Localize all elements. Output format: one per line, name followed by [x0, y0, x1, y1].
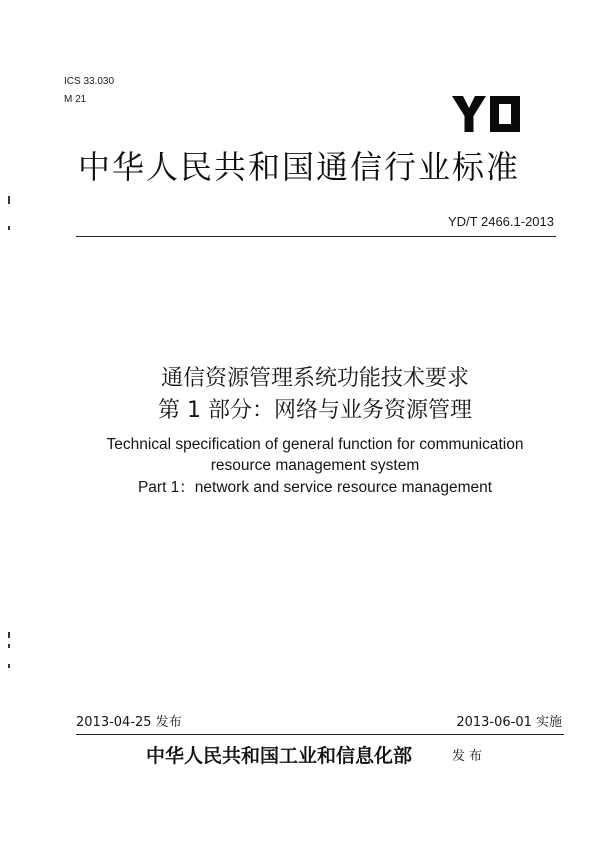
title-en-line2: resource management system [210, 457, 420, 474]
title-en-line3: Part 1：network and service resource management [137, 479, 493, 496]
title-zh-line2: 第 1 部分：网络与业务资源管理 [158, 398, 472, 423]
ccs-code: M 21 [64, 94, 87, 105]
bottom-divider [76, 734, 564, 735]
top-divider [76, 236, 556, 237]
scan-mark [8, 644, 10, 648]
standard-category: 中华人民共和国通信行业标准 [78, 148, 521, 186]
title-zh-line1: 通信资源管理系统功能技术要求 [160, 366, 469, 391]
scan-mark [8, 196, 10, 204]
ics-code: ICS 33.030 [64, 76, 115, 87]
issue-date: 2013-04-25 发布 [76, 715, 182, 730]
scan-mark [8, 226, 10, 230]
scan-mark [8, 664, 10, 668]
standard-number: YD/T 2466.1-2013 [448, 214, 554, 229]
issuer-name: 中华人民共和国工业和信息化部 [146, 745, 413, 767]
issuer-action: 发布 [452, 749, 487, 764]
scan-mark [8, 632, 10, 638]
yd-logo [452, 96, 520, 132]
implementation-date: 2013-06-01 实施 [456, 715, 562, 730]
title-en-line1: Technical specification of general function for communication [106, 436, 524, 453]
